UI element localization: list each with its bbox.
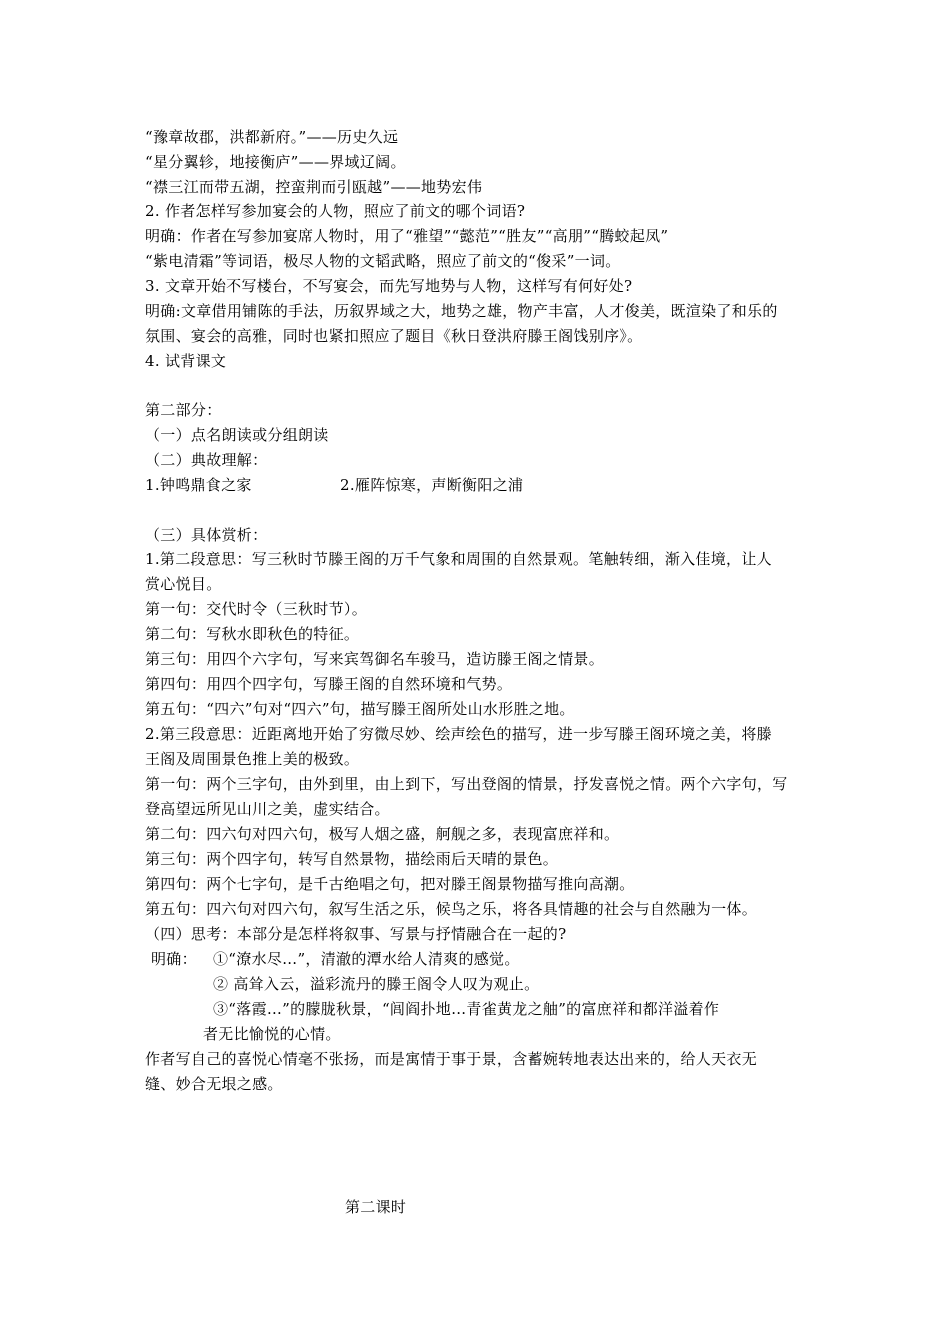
para3-sentence-4: 第四句：两个七字句，是千古绝唱之句，把对滕王阁景物描写推向高潮。 <box>145 875 635 893</box>
question-4: 4. 试背课文 <box>145 352 227 370</box>
answer-point-3: ③“落霞…”的朦胧秋景，“闾阎扑地…青雀黄龙之舳”的富庶祥和都洋溢着作 <box>213 1000 720 1018</box>
para2-sentence-5: 第五句：“四六”句对“四六”句，描写滕王阁所处山水形胜之地。 <box>145 700 575 718</box>
para2-intro-line-2: 赏心悦目。 <box>145 575 222 593</box>
section-3-heading: （三）具体赏析： <box>145 526 268 544</box>
lesson-heading: 第二课时 <box>345 1198 407 1216</box>
q1-item-1: “豫章故郡，洪都新府。”——历史久远 <box>145 128 399 146</box>
para3-sentence-2: 第二句：四六句对四六句，极写人烟之盛，舸舰之多，表现富庶祥和。 <box>145 825 620 843</box>
summary-line-1: 作者写自己的喜悦心情毫不张扬，而是寓情于事于景，含蓄婉转地表达出来的，给人天衣无 <box>145 1050 758 1068</box>
section-4-heading: （四）思考：本部分是怎样将叙事、写景与抒情融合在一起的? <box>145 925 567 943</box>
question-3: 3. 文章开始不写楼台，不写宴会，而先写地势与人物，这样写有何好处? <box>145 277 633 295</box>
section-2-heading: （二）典故理解： <box>145 451 268 469</box>
answer-point-1: ①“潦水尽…”，清澈的潭水给人清爽的感觉。 <box>213 950 520 968</box>
q1-item-3: “襟三江而带五湖，控蛮荆而引瓯越”——地势宏伟 <box>145 178 483 196</box>
para3-sentence-3: 第三句：两个四字句，转写自然景物，描绘雨后天晴的景色。 <box>145 850 559 868</box>
para3-intro-line-2: 王阁及周围景色推上美的极致。 <box>145 750 360 768</box>
para2-intro-line-1: 1.第二段意思：写三秋时节滕王阁的万千气象和周围的自然景观。笔触转细，渐入佳境，让人 <box>145 550 772 568</box>
para2-sentence-3: 第三句：用四个六字句，写来宾驾御名车骏马，造访滕王阁之情景。 <box>145 650 605 668</box>
section-1-heading: （一）点名朗读或分组朗读 <box>145 426 329 444</box>
para3-intro-line-1: 2.第三段意思：近距离地开始了穷微尽妙、绘声绘色的描写，进一步写滕王阁环境之美，将滕 <box>145 725 772 743</box>
part2-heading: 第二部分： <box>145 401 222 419</box>
para2-sentence-4: 第四句：用四个四字句，写滕王阁的自然环境和气势。 <box>145 675 513 693</box>
para3-sentence-1-line-2: 登高望远所见山川之美，虚实结合。 <box>145 800 390 818</box>
para3-sentence-1-line-1: 第一句：两个三字句，由外到里，由上到下，写出登阁的情景，抒发喜悦之情。两个六字句，写 <box>145 775 788 793</box>
para2-sentence-1: 第一句：交代时令（三秋时节）。 <box>145 600 368 618</box>
summary-line-2: 缝、妙合无垠之感。 <box>145 1075 283 1093</box>
answer-point-2: ② 高耸入云，溢彩流丹的滕王阁令人叹为观止。 <box>213 975 540 993</box>
answer-2-line-2: “紫电清霜”等词语，极尽人物的文韬武略，照应了前文的“俊采”一词。 <box>145 252 621 270</box>
allusion-1: 1.钟鸣鼎食之家 <box>145 476 252 494</box>
answer-2-line-1: 明确：作者在写参加宴席人物时，用了“雅望”“懿范”“胜友”“高朋”“腾蛟起凤” <box>145 227 669 245</box>
answer-label: 明确： <box>151 950 197 968</box>
answer-point-3-cont: 者无比愉悦的心情。 <box>203 1025 341 1043</box>
answer-3-line-1: 明确:文章借用铺陈的手法，历叙界域之大，地势之雄，物产丰富，人才俊美，既渲染了和乐的 <box>145 302 778 320</box>
para2-sentence-2: 第二句：写秋水即秋色的特征。 <box>145 625 360 643</box>
para3-sentence-5: 第五句：四六句对四六句，叙写生活之乐，候鸟之乐，将各具情趣的社会与自然融为一体。 <box>145 900 758 918</box>
q1-item-2: “星分翼轸，地接衡庐”——界域辽阔。 <box>145 153 406 171</box>
question-2: 2. 作者怎样写参加宴会的人物，照应了前文的哪个词语? <box>145 202 526 220</box>
answer-3-line-2: 氛围、宴会的高雅，同时也紧扣照应了题目《秋日登洪府滕王阁饯别序》。 <box>145 327 643 345</box>
allusion-2: 2.雁阵惊寒，声断衡阳之浦 <box>340 476 524 494</box>
